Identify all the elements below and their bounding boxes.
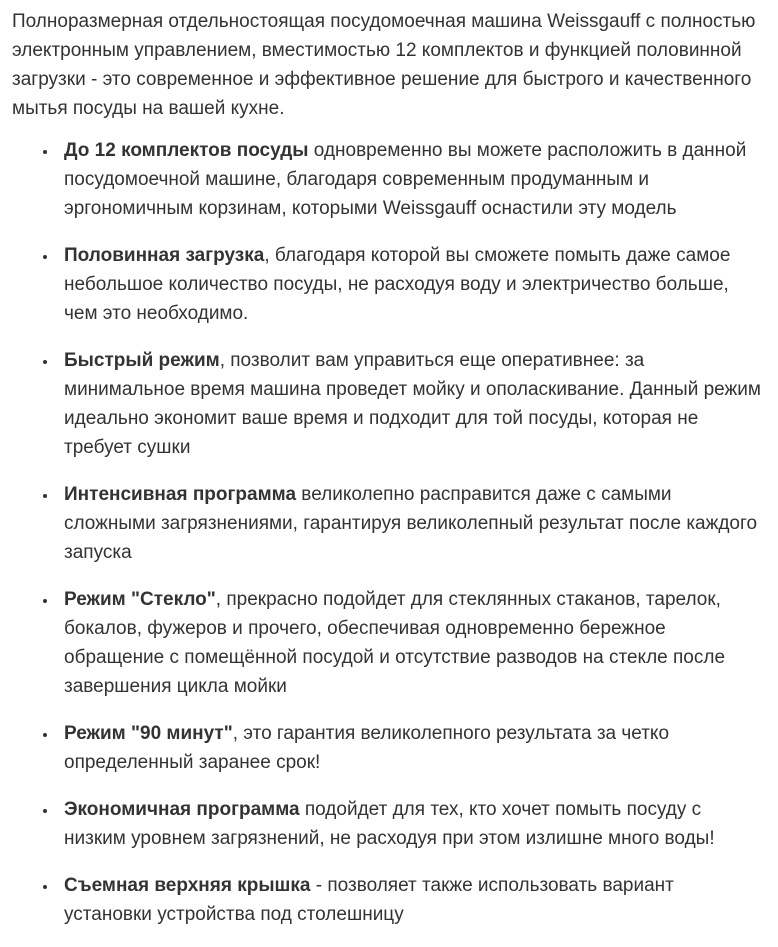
feature-item-90-minutes-mode (58, 719, 762, 777)
feature-text: - позволяет также использовать вариант установки устройства под столешницу (64, 875, 674, 925)
feature-text: , это гарантия великолепного результата за четко определенный заранее срок! (64, 723, 670, 773)
feature-text: , прекрасно подойдет для стеклянных стаканов, тарелок, бокалов, фужеров и прочего, обеспечивая одновременно бережное обращение с помещённой посудой и отсутствие разводов на стекле после завершения цикла мойки (64, 589, 726, 697)
feature-title: Экономичная программа (64, 799, 300, 820)
feature-title: Съемная верхняя крышка (64, 875, 311, 896)
feature-list (12, 136, 762, 929)
feature-title: Режим "90 минут" (64, 723, 233, 744)
feature-item-removable-top (58, 871, 762, 929)
feature-item-economy-program (58, 795, 762, 853)
feature-text: великолепно расправится даже с самыми сложными загрязнениями, гарантируя великолепный результат после каждого запуска (64, 484, 758, 563)
feature-title: Режим "Стекло" (64, 589, 216, 610)
feature-item-glass-mode (58, 585, 762, 701)
feature-item-intensive-program (58, 480, 762, 567)
feature-item-quick-mode (58, 346, 762, 462)
feature-text: одновременно вы можете расположить в данной посудомоечной машине, благодаря современным продуманным и эргономичным корзинам, которыми Weissgauff оснастили эту модель (64, 140, 747, 219)
feature-text: подойдет для тех, кто хочет помыть посуду с низким уровнем загрязнений, не расходуя при этом излишне много воды! (64, 799, 715, 849)
feature-text: , позволит вам управиться еще оперативнее: за минимальное время машина проведет мойку и ополаскивание. Данный режим идеально экономит ваше время и подходит для той посуды, которая не требует сушки (64, 350, 761, 458)
feature-item-half-load (58, 241, 762, 328)
feature-text: , благодаря которой вы сможете помыть даже самое небольшое количество посуды, не расходуя воду и электричество больше, чем это необходимо. (64, 245, 731, 324)
feature-title: До 12 комплектов посуды (64, 140, 309, 161)
feature-item-capacity (58, 136, 762, 223)
intro-paragraph: Полноразмерная отдельностоящая посудомоечная машина Weissgauff с полностью электронным управлением, вместимостью 12 комплектов и функцией половинной загрузки - это современное и эффективное решение для быстрого и качественного мытья посуды на вашей кухне. (12, 11, 756, 119)
feature-title: Быстрый режим (64, 350, 220, 371)
feature-title: Половинная загрузка (64, 245, 265, 266)
feature-title: Интенсивная программа (64, 484, 297, 505)
